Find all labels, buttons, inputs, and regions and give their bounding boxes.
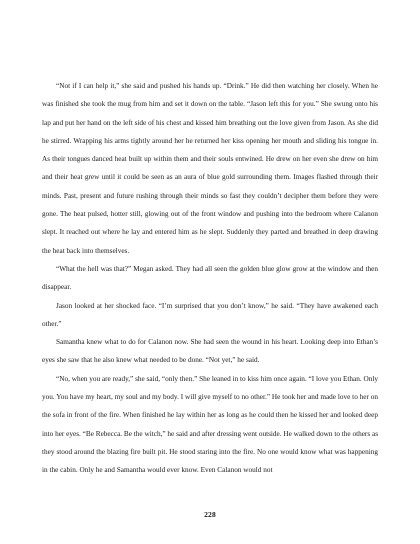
paragraph-2: “What the hell was that?” Megan asked. They had all seen the golden blue glow grow at the window and then disappear. <box>42 264 378 292</box>
paragraph-4: Samantha knew what to do for Calanon now. She had seen the wound in his heart. Looking deep into Ethan’s eyes she saw that he also knew what needed to be done. “Not yet,” he said. <box>42 338 378 365</box>
page-body <box>42 77 378 480</box>
paragraph-5: “No, when you are ready,” she said, “only then.” She leaned in to kiss him once again. “I love you Ethan. Only you. You have my heart, my soul and my body. I will give myself to no other.” He took her and made love to her on the sofa in front of the fire. When finished he lay within her as long as he could then he kissed her and looked deep into her eyes. “Be Rebecca. Be the witch,” he said and after dressing went outside. He walked down to the others as they stood around the blazing fire built pit. He stood staring into the fire. No one would know what was happening in the cabin. Only he and Samantha would ever know. Even Calanon would not <box>42 374 379 475</box>
paragraph-1: “Not if I can help it,” she said and pushed his hands up. “Drink.” He did then watching her closely. When he was finished she took the mug from him and set it down on the table. “Jason left this for you.” She swung onto his lap and put her hand on the left side of his chest and kissed him breathing out the love given from Jason. As she did he stirred. Wrapping his arms tightly around her he returned her kiss opening her mouth and sliding his tongue in. As their tongues danced heat built up within them and their souls entwined. He drew on her even she drew on him and their heat grew until it could be seen as an aura of blue gold surrounding them. Images flashed through their minds. Past, present and future rushing through their minds so fast they couldn’t decipher them before they were gone. The heat pulsed, hotter still, glowing out of the front window and pushing into the bedroom where Calanon slept. It reached out where he lay and entered him as he slept. Suddenly they parted and breathed in deep drawing the heat back into themselves. <box>42 82 378 255</box>
page-number: 228 <box>204 510 216 519</box>
paragraph-3: Jason looked at her shocked face. “I’m surprised that you don’t know,” he said. “They have awakened each other.” <box>42 301 378 328</box>
